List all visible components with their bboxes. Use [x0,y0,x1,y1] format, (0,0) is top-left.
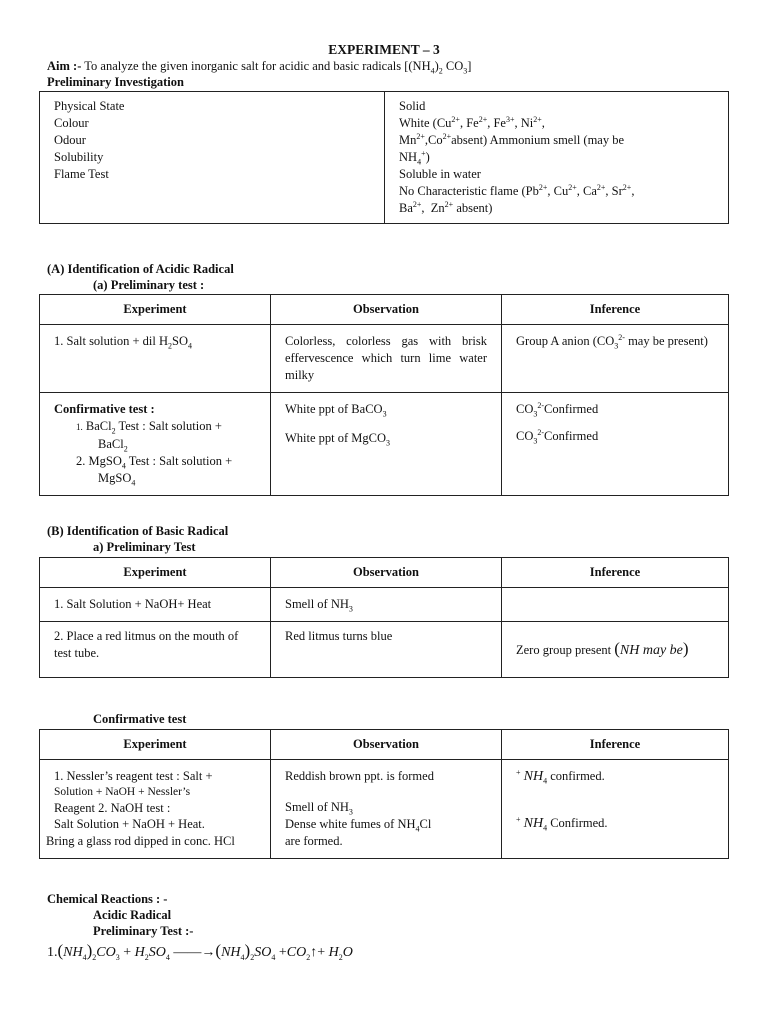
aim-end: CO [442,59,464,73]
confirm-obs1: White ppt of BaCO$_3$ [285,402,387,419]
basic-row2-inference: Zero group present (NH may be) [502,622,729,678]
preliminary-table [39,91,729,224]
confirmative-table [39,729,729,859]
acidic-confirm-experiment [40,393,271,496]
value-solubility: Soluble in water [399,167,481,181]
preliminary-values [385,92,729,224]
value-colour: White ($Cu^{2+}$, $Fe^{2+}$, $Fe^{3+}$, $Ni^{2+}$, [399,114,545,130]
conf-col-observation: Observation [271,730,502,760]
conf-exp-line3: Reagent 2. NaOH test : [54,801,171,815]
confirm-title: Confirmative test : [54,402,155,416]
confirm-test1: 1. BaCl$_2$ Test : Salt solution + [76,419,222,436]
reactions-heading: Chemical Reactions : - [47,892,168,906]
value-flame-cont: $Ba^{2+}$, $Zn^{2+}$ absent) [399,199,493,215]
basic-table [39,557,729,678]
conf-experiment [40,760,271,859]
label-colour: Colour [54,116,89,130]
conf-inf2: + $NH_4$ Confirmed. [516,814,608,833]
conf-obs1: Reddish brown ppt. is formed [285,769,434,783]
conf-inference [502,760,729,859]
basic-col-observation: Observation [271,558,502,588]
label-odour: Odour [54,133,86,147]
col-experiment: Experiment [40,295,271,325]
conf-obs4: are formed. [285,834,343,848]
label-state: Physical State [54,99,125,113]
conf-exp-line2: Solution + NaOH + Nessler’s [54,786,191,798]
conf-col-inference: Inference [502,730,729,760]
basic-row2-experiment: 2. Place a red litmus on the mouth of test tube. [40,622,271,678]
value-state: Solid [399,99,426,113]
confirm-inf2: $CO_3^{2-}Confirmed$ [516,427,599,446]
conf-obs3: Dense white fumes of $NH_4Cl$ [285,817,432,834]
acidic-confirm-observation [271,393,502,496]
conf-col-experiment: Experiment [40,730,271,760]
equation-1: $1.(NH_4)_2CO_3 + H_2SO_4$ $——\to(NH_4)_2SO_4$ $+CO_2↑+ H_2O$ [47,941,353,962]
value-odour: $Mn^{2+},Co^{2+}absent$) Ammonium smell (may be [399,131,625,147]
confirmative-heading: Confirmative test [93,712,187,726]
aim-sub: 4 [430,66,435,76]
confirm-test2-reagent: MgSO$_4$ [98,471,136,488]
basic-row1-inference [502,588,729,622]
conf-obs2: Smell of $NH_3$ [285,800,353,817]
col-observation: Observation [271,295,502,325]
label-flame: Flame Test [54,167,109,181]
aim-sub3: 3 [463,66,468,76]
confirm-test1-reagent: BaCl$_2$ [98,437,128,454]
conf-inf1: + $NH_4$ confirmed. [516,767,605,786]
acidic-subheading: (a) Preliminary test : [93,278,205,292]
acidic-row1-experiment: 1. Salt solution + dil $H_2SO_4$ [40,325,271,393]
basic-row1-experiment: 1. Salt Solution + NaOH+ Heat [40,588,271,622]
acidic-table [39,294,729,496]
equation-number: 1. [47,945,58,960]
conf-exp-line4: Salt Solution + NaOH + Heat. [54,817,205,831]
basic-row2-observation: Red litmus turns blue [271,622,502,678]
acidic-row1-observation: Colorless, colorless gas with brisk effervescence which turn lime water milky [271,325,502,393]
confirm-test2: 2. MgSO$_4$ Test : Salt solution + [76,454,233,471]
preliminary-heading: Preliminary Investigation [47,75,184,89]
aim-label: Aim :- [47,59,82,73]
basic-col-experiment: Experiment [40,558,271,588]
basic-row1-observation: Smell of $NH_3$ [271,588,502,622]
col-inference: Inference [502,295,729,325]
label-solubility: Solubility [54,150,104,164]
confirm-obs2: White ppt of MgCO$_3$ [285,431,391,448]
conf-exp-line5: Bring a glass rod dipped in conc. HCl [46,834,235,848]
aim-sub2: 2 [438,66,443,76]
acidic-confirm-inference [502,393,729,496]
page-title: EXPERIMENT – 3 [328,42,440,57]
aim-close: ] [467,59,472,73]
reactions-sub2: Preliminary Test :- [93,924,194,938]
reactions-sub1: Acidic Radical [93,908,172,922]
basic-heading: (B) Identification of Basic Radical [47,524,229,538]
acidic-heading: (A) Identification of Acidic Radical [47,262,234,276]
basic-subheading: a) Preliminary Test [93,540,196,554]
value-flame: No Characteristic flame ($Pb^{2+}$, $Cu^{2+}$, $Ca^{2+}$, $Sr^{2+}$, [399,182,635,198]
conf-exp-line1: 1. Nessler’s reagent test : Salt + [54,769,213,783]
aim-line: Aim :- To analyze the given inorganic salt for acidic and basic radicals [$(NH_4)_2$ $CO_3$] [47,59,472,76]
conf-observation [271,760,502,859]
confirm-inf1: $CO_3^{2-}Confirmed$ [516,400,599,419]
acidic-row1-inference: Group A anion ($CO_3^{2-}$ may be present) [502,325,729,393]
preliminary-labels [40,92,385,224]
value-odour-cont: $NH_4^+$) [399,148,430,167]
basic-col-inference: Inference [502,558,729,588]
aim-text: To analyze the given inorganic salt for acidic and basic radicals [(NH [81,59,431,73]
